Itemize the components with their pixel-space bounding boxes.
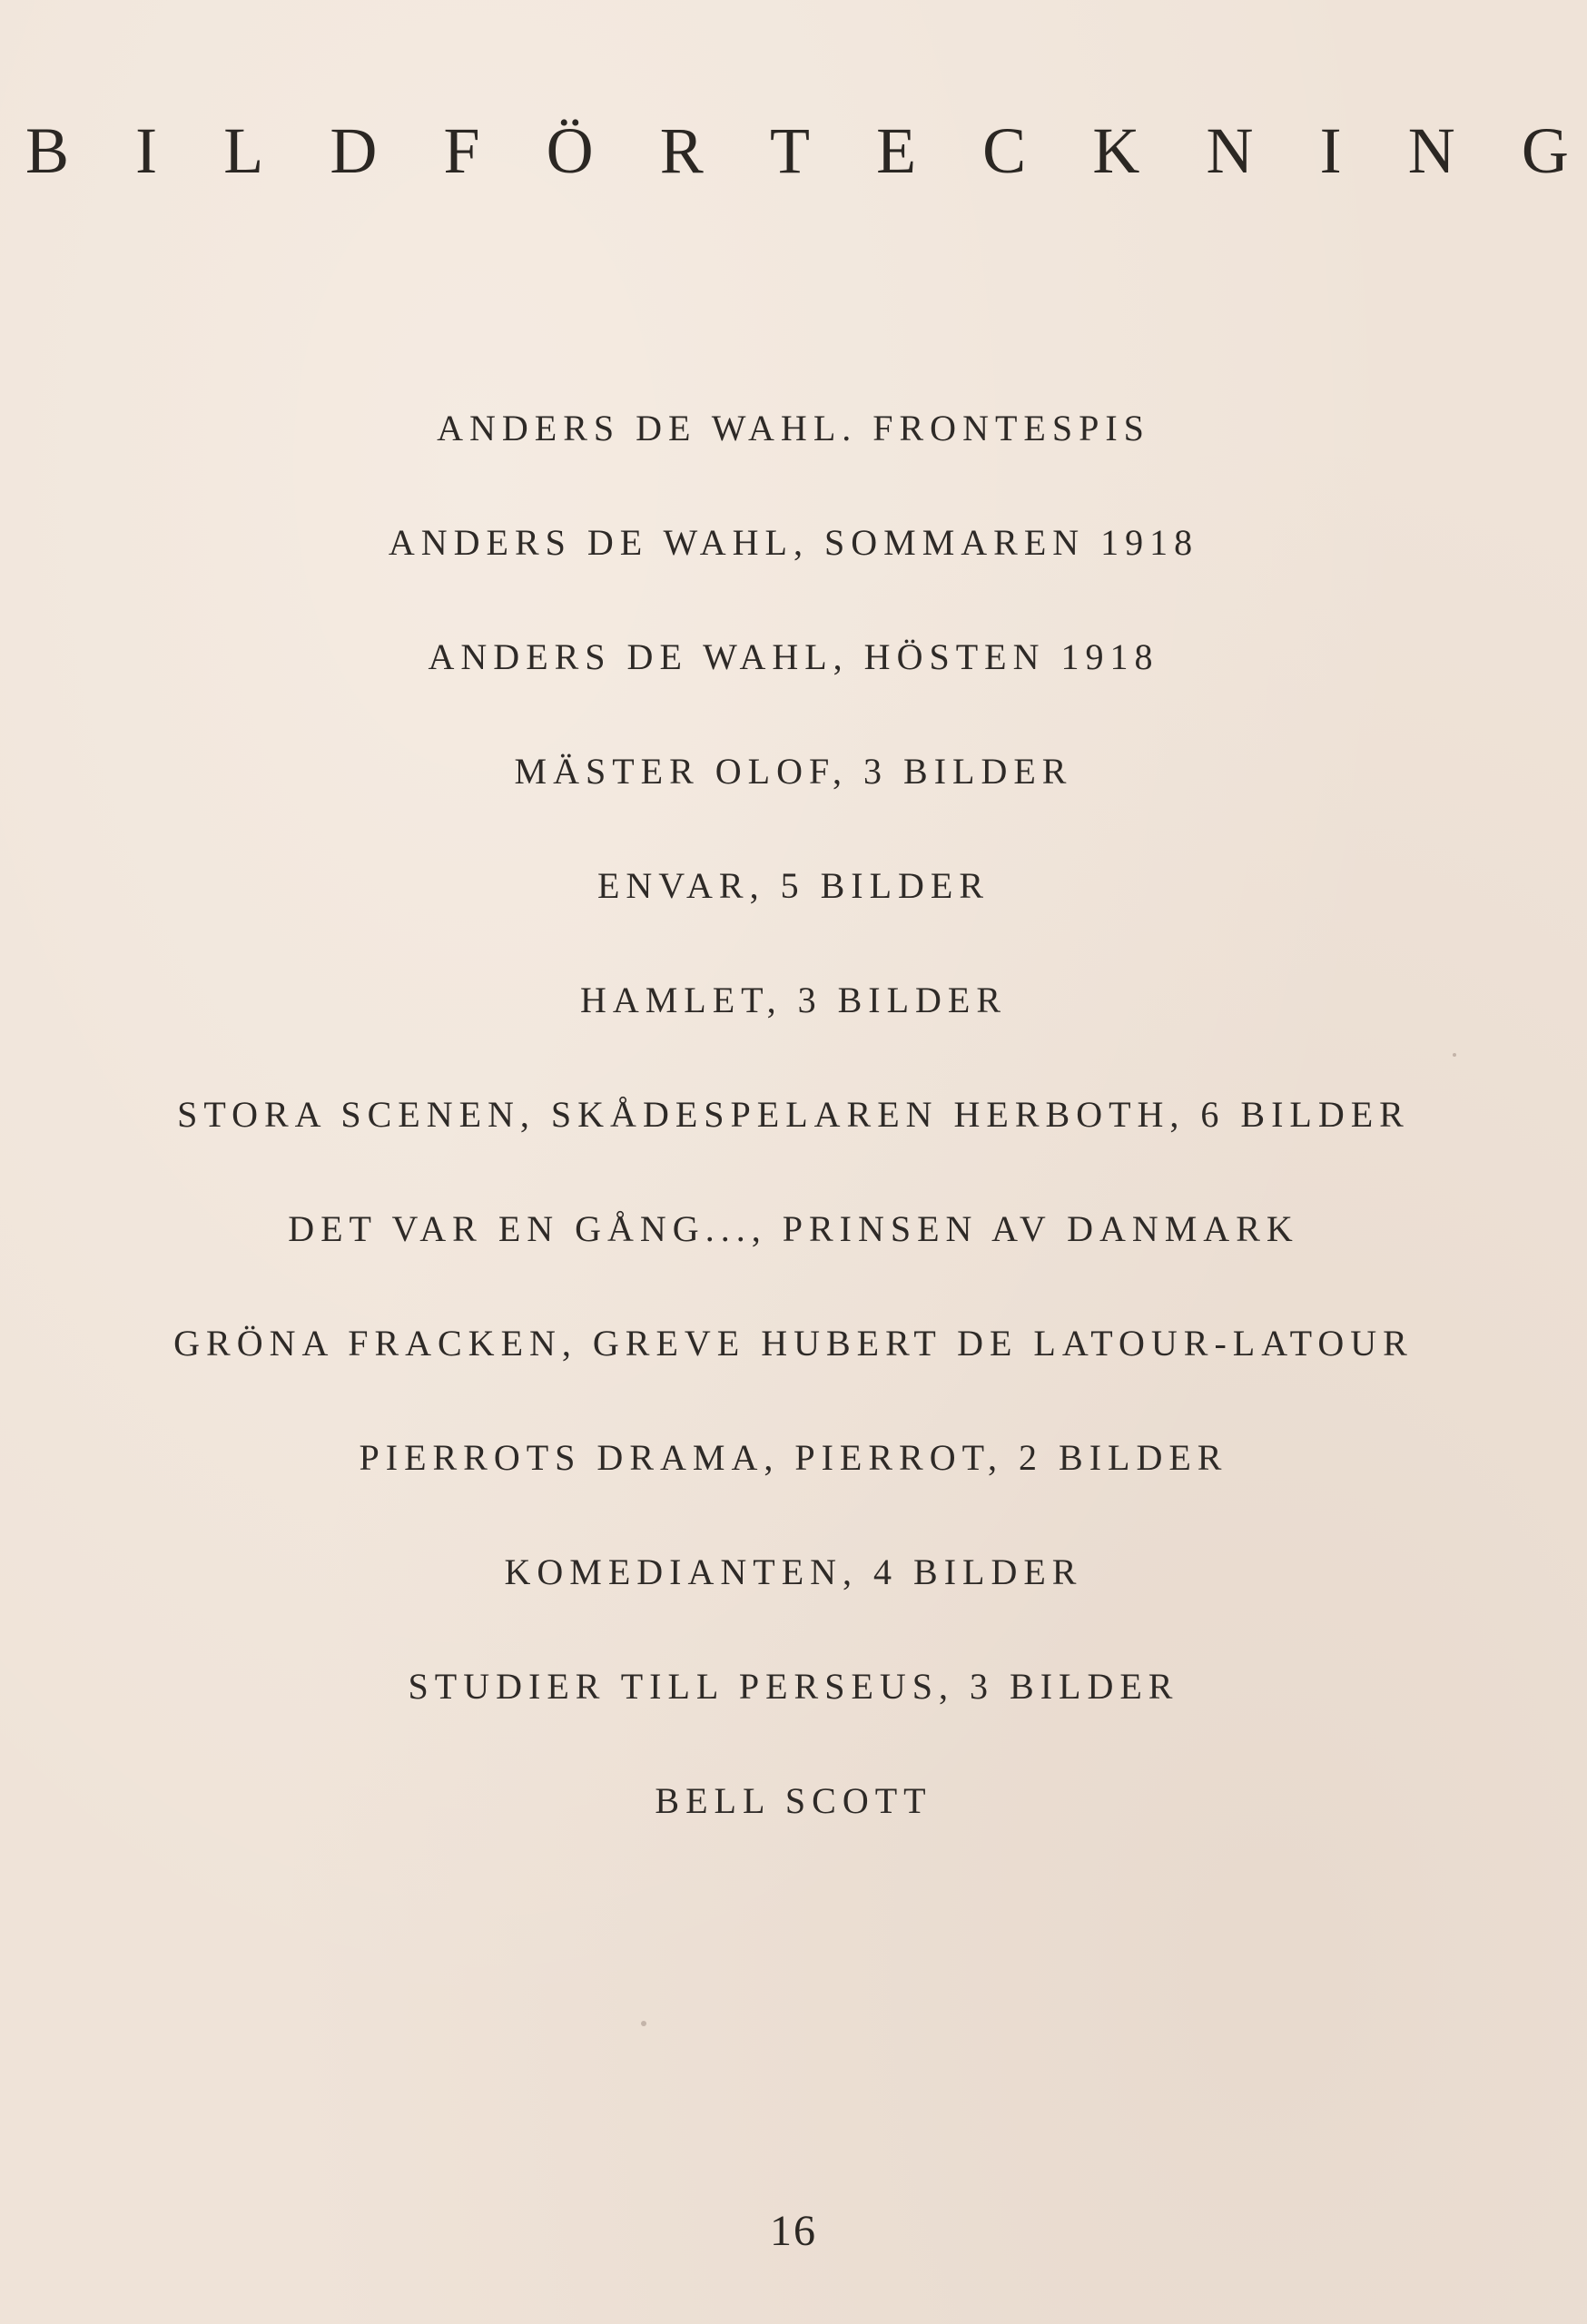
list-item: STUDIER TILL PERSEUS, 3 BILDER (408, 1666, 1179, 1707)
list-item: GRÖNA FRACKEN, GREVE HUBERT DE LATOUR-LATOUR (173, 1323, 1414, 1364)
title-letter: E (876, 114, 917, 188)
title-letter: N (1407, 114, 1455, 188)
list-item: ENVAR, 5 BILDER (596, 865, 991, 906)
title-letter: F (443, 114, 480, 188)
list-item: STORA SCENEN, SKÅDESPELAREN HERBOTH, 6 BILDER (177, 1094, 1410, 1135)
title-letter: R (659, 114, 704, 188)
page-number: 16 (770, 2207, 817, 2255)
list-item: BELL SCOTT (655, 1780, 932, 1821)
page-title (25, 114, 1569, 187)
title-letter: C (982, 114, 1027, 188)
title-letter: K (1092, 114, 1140, 188)
paper-speck (641, 2021, 646, 2026)
title-letter: T (769, 114, 810, 188)
list-item: ANDERS DE WAHL, SOMMAREN 1918 (388, 522, 1199, 563)
title-letter: N (1206, 114, 1254, 188)
list-item: ANDERS DE WAHL, HÖSTEN 1918 (428, 636, 1159, 677)
title-letter: I (1319, 114, 1342, 188)
list-item: MÄSTER OLOF, 3 BILDER (514, 751, 1073, 792)
paper-speck (1453, 1053, 1456, 1057)
list-item: ANDERS DE WAHL. FRONTESPIS (437, 408, 1150, 448)
title-letter: B (25, 114, 70, 188)
list-item: DET VAR EN GÅNG..., PRINSEN AV DANMARK (288, 1208, 1299, 1249)
list-item: HAMLET, 3 BILDER (579, 980, 1008, 1020)
illustration-list (0, 401, 1587, 1888)
list-item: PIERROTS DRAMA, PIERROT, 2 BILDER (359, 1437, 1228, 1478)
title-letter: D (330, 114, 378, 188)
title-letter: Ö (546, 114, 594, 188)
title-letter: G (1521, 114, 1569, 188)
list-item: KOMEDIANTEN, 4 BILDER (504, 1551, 1083, 1592)
title-letter: I (135, 114, 158, 188)
title-letter: L (223, 114, 264, 188)
